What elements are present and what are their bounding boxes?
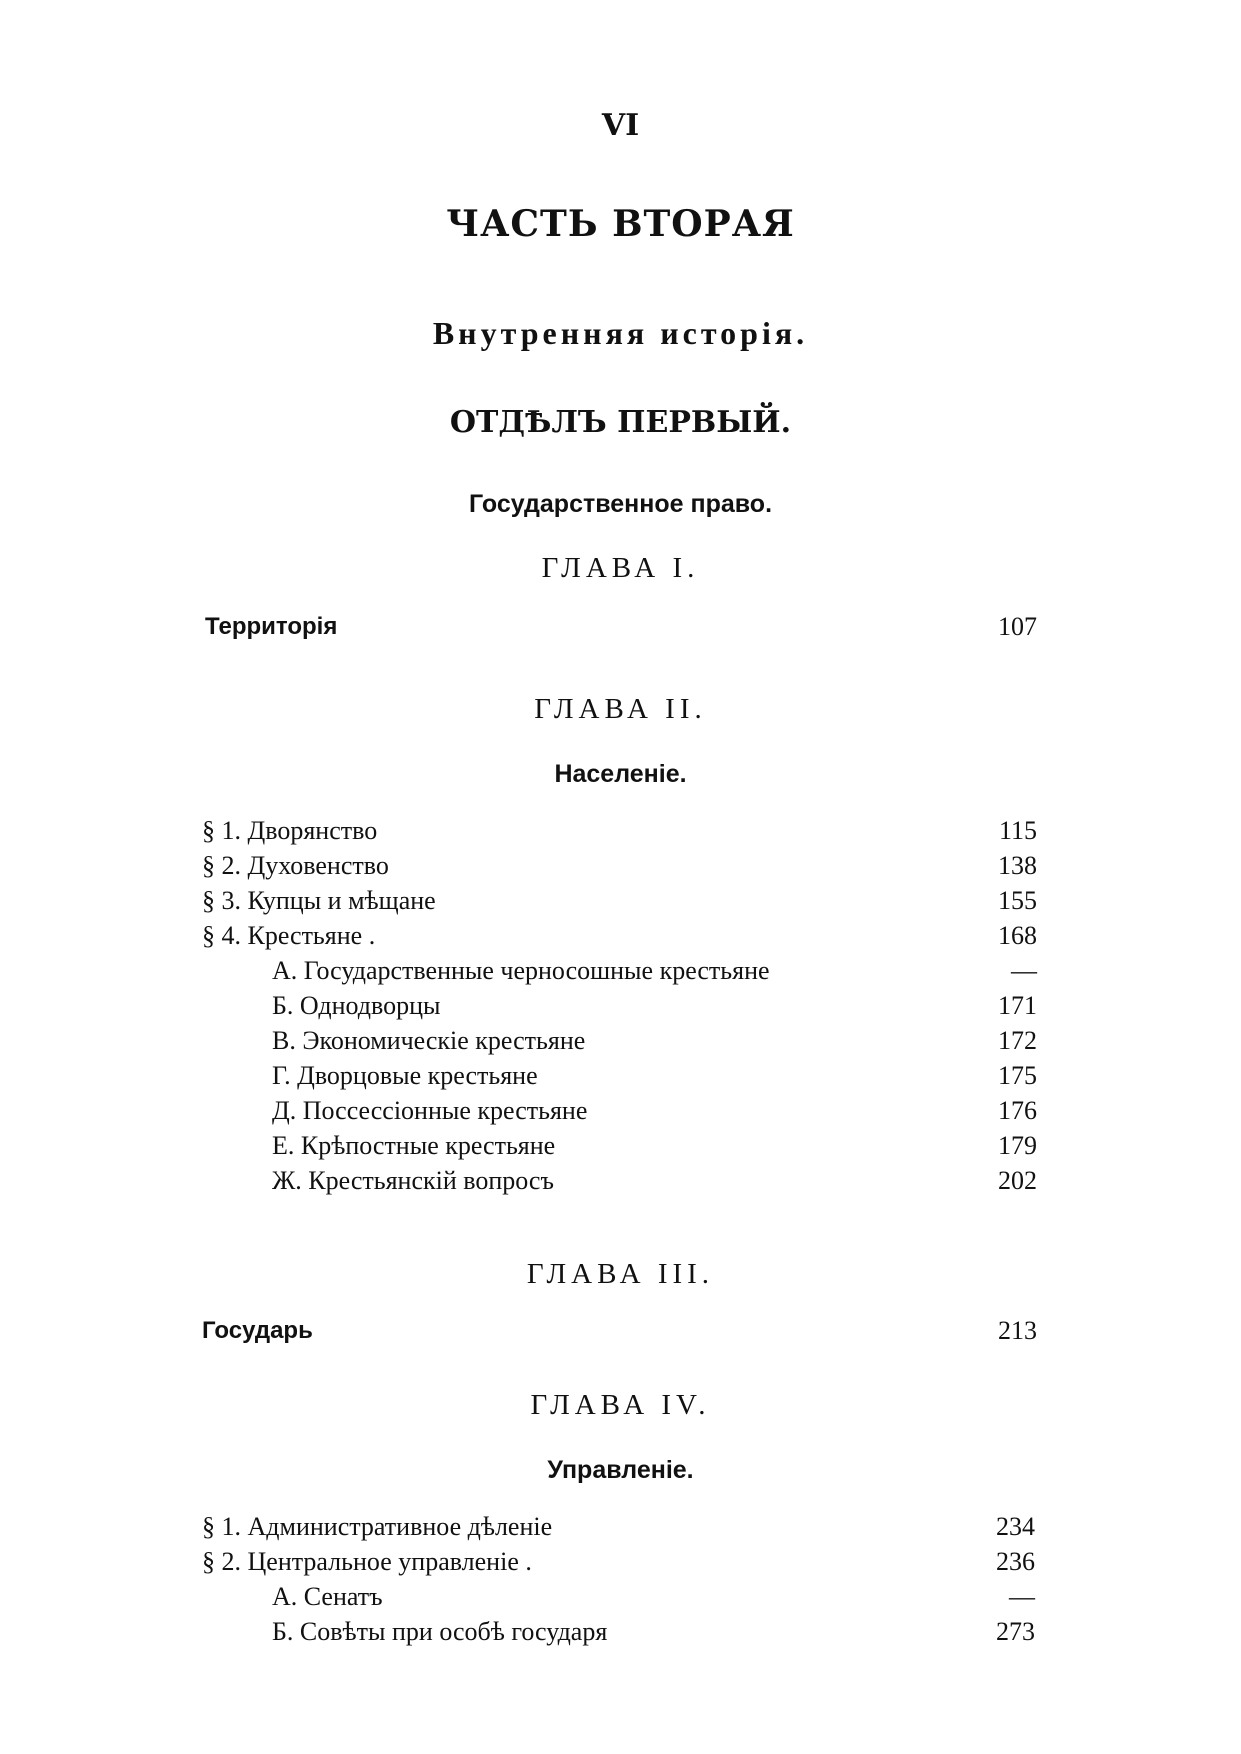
chapter-2-subtitle: Населеніе. — [554, 760, 687, 788]
toc-entry — [0, 849, 1241, 883]
toc-entry — [0, 814, 1241, 848]
toc-entry-page: — — [1011, 956, 1037, 985]
toc-entry-label: Е. Крѣпостные крестьяне — [272, 1131, 556, 1160]
section-title: ОТДѢЛЪ ПЕРВЫЙ. — [449, 405, 792, 440]
toc-entry-page: 172 — [998, 1026, 1037, 1055]
toc-entry-page: 236 — [996, 1547, 1035, 1576]
toc-entry-page: 176 — [998, 1096, 1037, 1125]
toc-entry — [0, 1615, 1241, 1649]
toc-entry — [0, 1059, 1241, 1093]
toc-entry — [0, 1164, 1241, 1198]
chapter-1-title: ГЛАВА I. — [541, 552, 700, 584]
toc-entry-page: 171 — [998, 991, 1037, 1020]
toc-entry-page: 115 — [998, 816, 1037, 845]
toc-entry-label: А. Сенатъ — [272, 1582, 383, 1611]
toc-entry-page: 168 — [998, 921, 1037, 950]
toc-entry-page: 175 — [998, 1061, 1037, 1090]
toc-entry-label: Д. Поссессіонные крестьяне — [272, 1096, 588, 1125]
toc-entry — [0, 1580, 1241, 1614]
toc-entry-label: В. Экономическіе крестьяне — [272, 1026, 586, 1055]
toc-entry-label: § 3. Купцы и мѣщане — [202, 886, 436, 915]
chapter-2-title: ГЛАВА II. — [534, 693, 707, 725]
part-title: ЧАСТЬ ВТОРАЯ — [446, 203, 795, 245]
toc-entry — [0, 1545, 1241, 1579]
toc-entry-label: § 2. Центральное управленіе . — [202, 1547, 532, 1576]
toc-entry — [0, 1024, 1241, 1058]
toc-entry — [0, 1510, 1241, 1544]
toc-entry-label: Б. Совѣты при особѣ государя — [272, 1617, 608, 1646]
toc-entry — [0, 610, 1241, 644]
part-subtitle: Внутренняя исторія. — [432, 315, 809, 351]
toc-entry-page: 234 — [996, 1512, 1035, 1541]
section-subtitle: Государственное право. — [468, 490, 773, 518]
toc-entry — [0, 884, 1241, 918]
toc-entry-label: Ж. Крестьянскій вопросъ — [272, 1166, 554, 1195]
toc-entry-label: А. Государственные черносошные крестьяне — [272, 956, 770, 985]
toc-entry-page: — — [1009, 1582, 1035, 1611]
page-number-roman: VI — [601, 108, 640, 143]
toc-entry-label: Б. Однодворцы — [272, 991, 441, 1020]
chapter-4-subtitle: Управленіе. — [547, 1456, 694, 1484]
toc-entry-page: 202 — [998, 1166, 1037, 1195]
toc-entry-label: Г. Дворцовые крестьяне — [272, 1061, 538, 1090]
toc-entry-label: § 1. Дворянство — [202, 816, 378, 845]
toc-entry-page: 155 — [998, 886, 1037, 915]
toc-entry — [0, 1094, 1241, 1128]
toc-entry — [0, 954, 1241, 988]
toc-entry-label: § 2. Духовенство — [202, 851, 389, 880]
toc-entry-page: 273 — [996, 1617, 1035, 1646]
toc-entry-page: 213 — [998, 1316, 1037, 1345]
toc-entry-label: Государь — [202, 1317, 313, 1344]
toc-entry — [0, 1314, 1241, 1348]
toc-entry-label: § 1. Административное дѣленіе — [202, 1512, 553, 1541]
chapter-4-title: ГЛАВА IV. — [530, 1389, 711, 1421]
toc-entry — [0, 919, 1241, 953]
toc-entry — [0, 989, 1241, 1023]
toc-entry-label: Территорія — [205, 613, 338, 640]
toc-entry-page: 138 — [998, 851, 1037, 880]
toc-entry-label: § 4. Крестьяне . — [202, 921, 376, 950]
chapter-3-title: ГЛАВА III. — [526, 1258, 715, 1290]
toc-entry-page: 107 — [998, 612, 1037, 641]
toc-entry — [0, 1129, 1241, 1163]
toc-entry-page: 179 — [998, 1131, 1037, 1160]
